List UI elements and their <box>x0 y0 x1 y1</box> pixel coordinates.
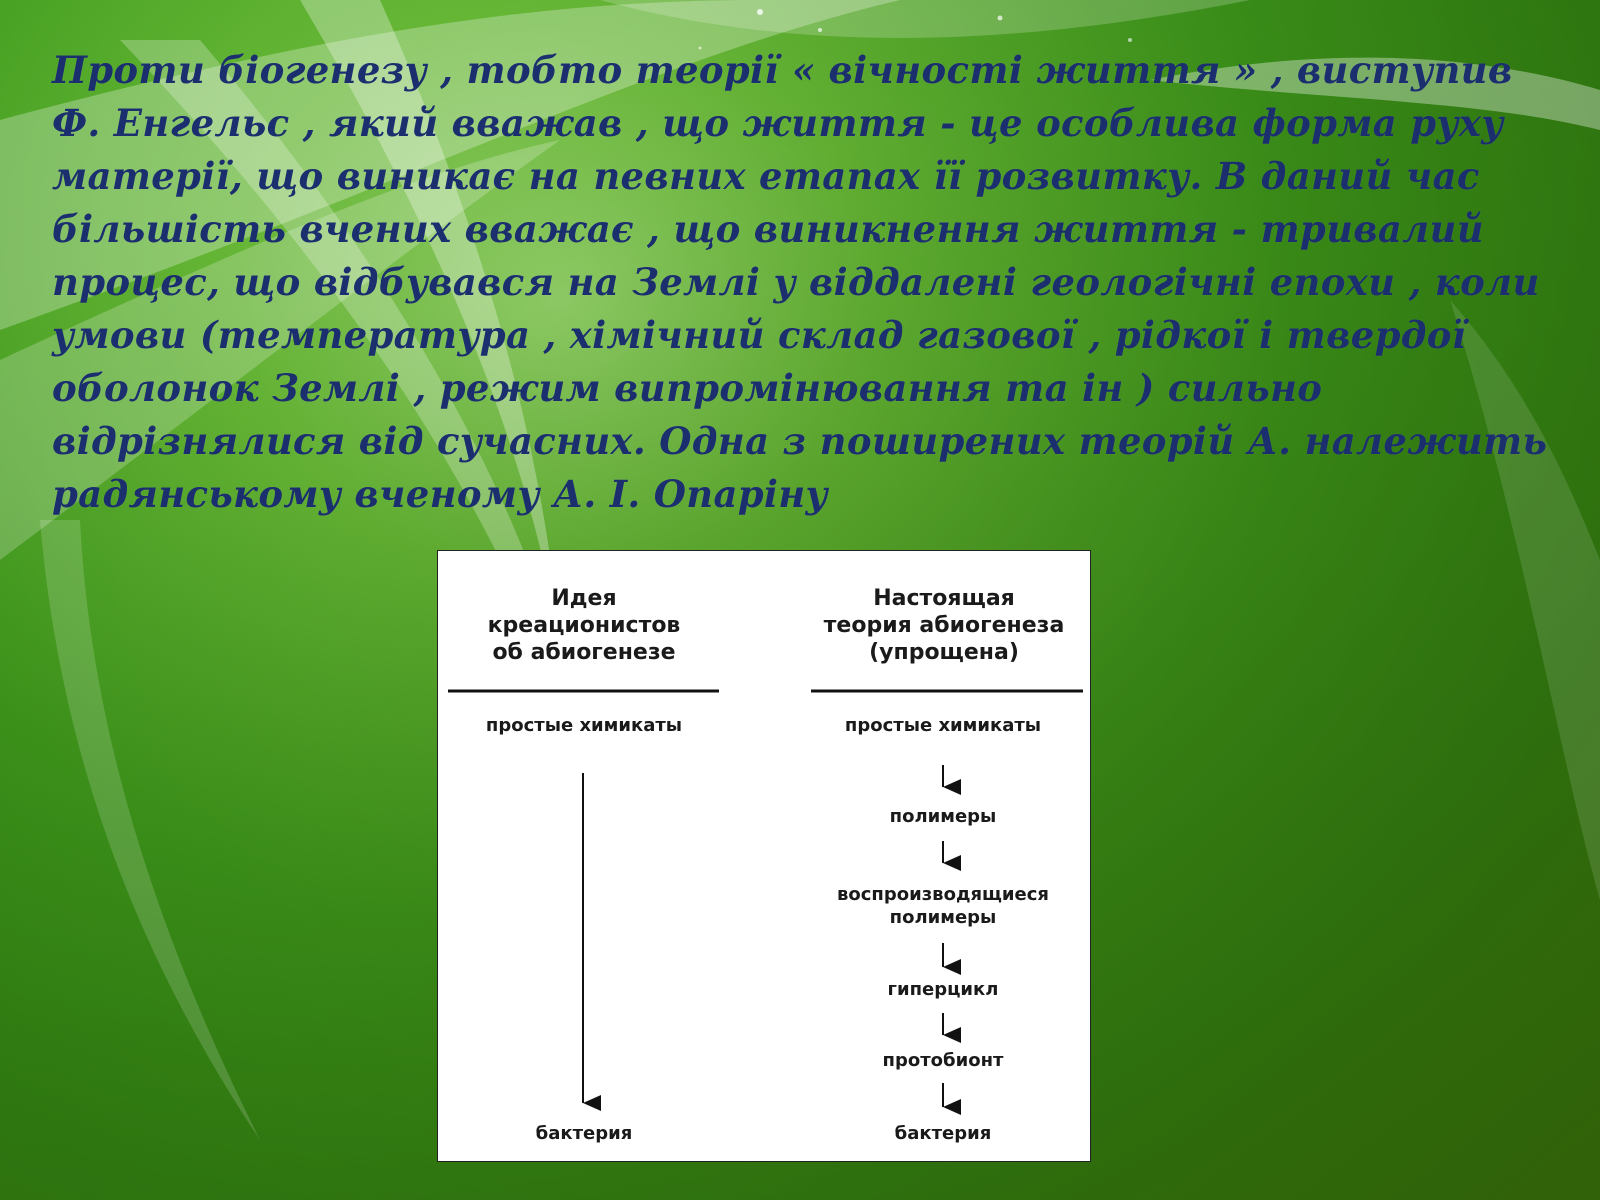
right-step-label: бактерия <box>894 1123 992 1144</box>
left-start-label: простые химикаты <box>485 715 683 736</box>
right-step-label: простые химикаты <box>844 715 1042 736</box>
right-header <box>798 585 1090 666</box>
right-step-label: гиперцикл <box>887 979 999 1000</box>
right-step-label: воспроизводящиеся полимеры <box>837 884 1049 928</box>
right-header-line: (упрощена) <box>869 640 1019 665</box>
slide-paragraph: Проти біогенезу , тобто теорії « вічності життя » , виступив Ф. Енгельс , який вважав , що життя - це особлива форма руху матерії, що виникає на певних етапах її розвитку. В даний час більшість вчених вважає , що виникнення життя - тривалий процес, що відбувався на Землі у віддалені геологічні епохи , коли умови (температура , хімічний склад газової , рідкої і твердої оболонок Землі , режим випромінювання та ін ) сильно відрізнялися від сучасних. Одна з поширених теорій А. належить радянському вченому А. І. Опаріну <box>52 48 1548 516</box>
right-header-line: теория абиогенеза <box>823 613 1065 638</box>
right-step-label: протобионт <box>882 1050 1004 1071</box>
right-header-line: Настоящая <box>873 586 1015 611</box>
left-header <box>458 585 710 666</box>
left-end-label: бактерия <box>535 1123 633 1144</box>
left-header-line: креационистов <box>487 613 681 638</box>
abiogenesis-diagram <box>437 550 1091 1162</box>
right-step-label: полимеры <box>889 806 997 827</box>
left-header-line: об абиогенезе <box>492 640 676 665</box>
left-header-line: Идея <box>551 586 617 611</box>
